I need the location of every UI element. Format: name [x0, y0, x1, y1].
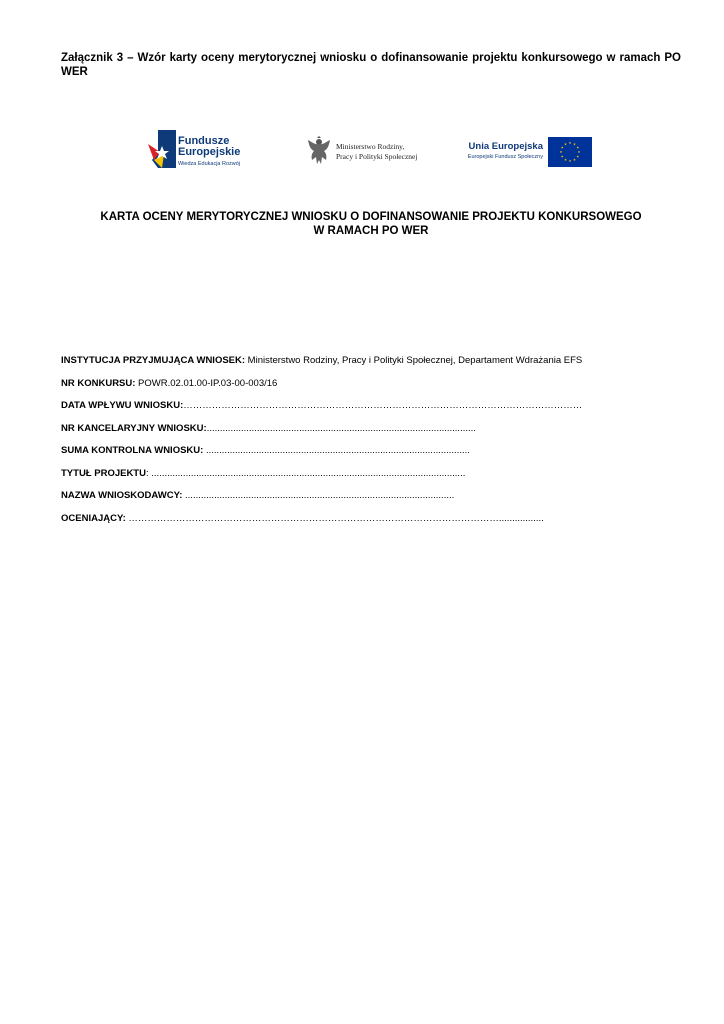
eu-flag-icon: [548, 137, 592, 167]
field-value: ......................................................................................................: [182, 490, 455, 501]
ministry-line1: Ministerstwo Rodziny,: [336, 142, 405, 151]
field-evaluator: [61, 513, 661, 525]
eu-logo: [447, 136, 597, 168]
field-competition-number: [61, 378, 661, 390]
field-receipt-date: [61, 400, 661, 412]
field-value: ......................................................................................................: [206, 422, 476, 434]
eagle-emblem-icon: [306, 136, 332, 166]
field-value: POWR.02.01.00-IP.03-00-003/16: [135, 377, 278, 389]
field-applicant-name: [61, 490, 661, 502]
form-fields: [61, 355, 661, 535]
field-label: SUMA KONTROLNA WNIOSKU:: [61, 445, 204, 456]
form-title-line1: KARTA OCENY MERYTORYCZNEJ WNIOSKU O DOFINANSOWANIE PROJEKTU KONKURSOWEGO: [100, 211, 642, 223]
field-label: OCENIAJĄCY:: [61, 512, 126, 524]
field-value: ....................................................................................................: [203, 445, 470, 456]
ministry-line2: Pracy i Polityki Społecznej: [336, 152, 418, 161]
field-value: ……………………………………………………………………………………………………….................: [125, 512, 544, 524]
field-checksum: [61, 445, 661, 457]
field-registry-number: [61, 423, 661, 435]
field-label: DATA WPŁYWU WNIOSKU:: [61, 400, 184, 411]
fe-line1: Fundusze: [178, 135, 230, 147]
form-title: [61, 210, 681, 238]
field-value: Ministerstwo Rodziny, Pracy i Polityki Społecznej, Departament Wdrażania EFS: [245, 355, 583, 366]
attachment-title: Załącznik 3 – Wzór karty oceny merytorycznej wniosku o dofinansowanie projektu konkursowego w ramach PO WER: [61, 52, 681, 78]
form-title-line2: W RAMACH PO WER: [313, 225, 429, 237]
field-institution: [61, 355, 661, 367]
fundusze-europejskie-icon: [148, 130, 176, 168]
field-label: NAZWA WNIOSKODAWCY:: [61, 490, 183, 501]
fundusze-europejskie-logo: [148, 130, 258, 172]
logo-bar: [0, 128, 724, 174]
fe-line3: Wiedza Edukacja Rozwój: [178, 161, 241, 167]
field-value: ………………………………………………………………………………………………………………: [183, 400, 583, 411]
field-label: TYTUŁ PROJEKTU: [61, 467, 146, 479]
field-project-title: [61, 468, 661, 480]
ministry-logo: [306, 136, 426, 168]
eu-line1: Unia Europejska: [468, 141, 543, 152]
eu-line2: Europejski Fundusz Społeczny: [467, 154, 543, 160]
field-label: INSTYTUCJA PRZYJMUJĄCA WNIOSEK:: [61, 355, 246, 366]
field-label: NR KANCELARYJNY WNIOSKU:: [61, 422, 207, 434]
fe-line2: Europejskie: [178, 146, 241, 158]
field-label: NR KONKURSU:: [61, 377, 136, 389]
field-value: : .......................................................................................................................: [145, 467, 466, 479]
